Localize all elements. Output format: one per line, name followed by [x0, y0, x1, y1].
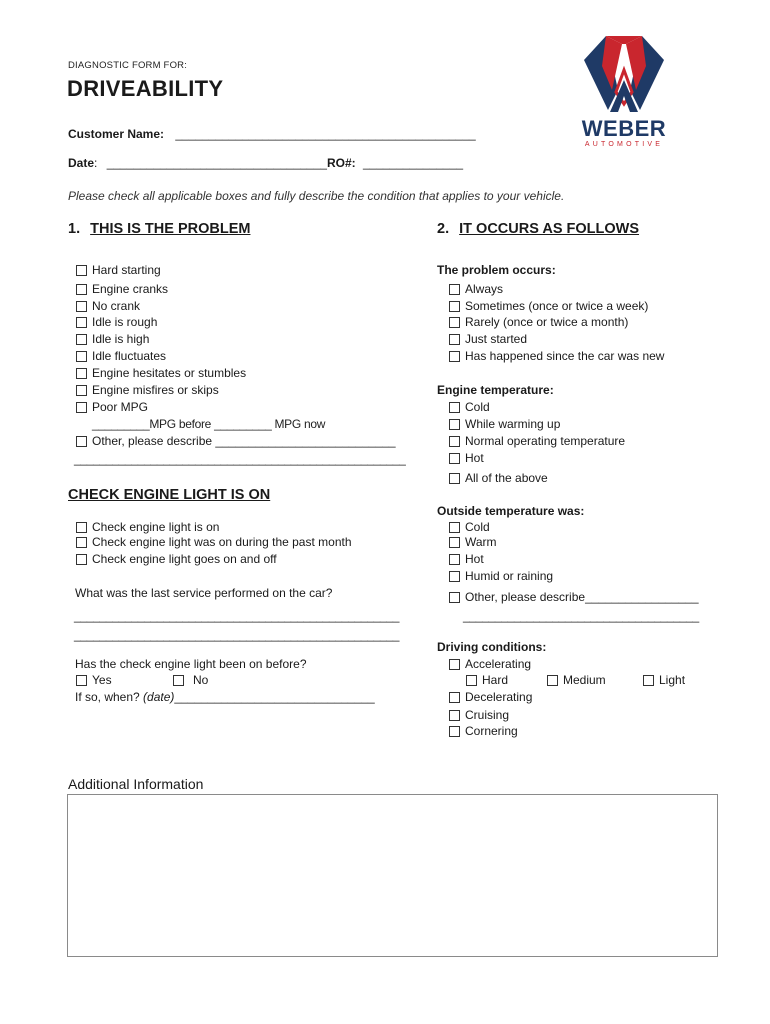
no-label: No [193, 673, 209, 687]
when-date-hint: (date) [143, 690, 175, 704]
occurs-item[interactable] [449, 349, 664, 363]
occurs-item[interactable] [449, 282, 503, 296]
occurs-item-label: Always [465, 282, 504, 296]
outside-temp-item[interactable] [449, 535, 497, 549]
problem-item[interactable] [76, 263, 161, 277]
section2-number: 2. [437, 221, 450, 237]
mpg-field[interactable]: _________MPG before _________ MPG now [92, 417, 326, 431]
checkbox[interactable] [449, 419, 460, 430]
checkbox[interactable] [449, 726, 460, 737]
problem-item[interactable] [76, 282, 168, 296]
problem-item-label: Hard starting [92, 263, 161, 277]
occurs-item[interactable] [449, 332, 527, 346]
problem-item[interactable] [76, 349, 166, 363]
outside-other-item[interactable] [449, 590, 699, 604]
occurs-item[interactable] [449, 315, 628, 329]
checkbox[interactable] [449, 710, 460, 721]
problem-item[interactable] [76, 400, 148, 414]
driving-item-label: Cruising [465, 708, 510, 722]
problem-item-label: Engine cranks [92, 282, 169, 296]
problem-other-item[interactable] [76, 434, 396, 448]
outside-temp-label: Humid or raining [465, 569, 554, 583]
date-ro-row [68, 156, 463, 170]
page-title: DRIVEABILITY [67, 76, 224, 101]
engine-temp-item[interactable] [449, 400, 490, 414]
when-field[interactable]: ______________________________ [174, 690, 375, 704]
problem-item-label: Poor MPG [92, 400, 149, 414]
accel-level-label: Light [659, 673, 686, 687]
date-colon: : [94, 156, 98, 170]
driving-heading: Driving conditions: [437, 640, 547, 654]
form-label: DIAGNOSTIC FORM FOR: [68, 60, 188, 71]
logo-name: WEBER [581, 116, 667, 141]
checkbox[interactable] [449, 351, 460, 362]
checkbox[interactable] [76, 265, 87, 276]
weber-automotive-logo [566, 30, 682, 150]
checkbox[interactable] [643, 675, 654, 686]
customer-name-row [68, 127, 476, 141]
ro-label: RO#: [326, 156, 356, 170]
accel-level-light[interactable] [643, 673, 685, 687]
logo-graphic [566, 30, 682, 150]
section1-number: 1. [68, 221, 81, 237]
light-before-question: Has the check engine light been on before? [75, 657, 307, 671]
engine-temp-label: While warming up [465, 417, 561, 431]
checkbox[interactable] [76, 334, 87, 345]
date-label: Date [68, 156, 95, 170]
driving-item-label: Cornering [465, 724, 518, 738]
checkbox[interactable] [76, 317, 87, 328]
accel-level-hard[interactable] [466, 673, 508, 687]
problem-other-label: Other, please describe ___________________________ [92, 434, 396, 448]
problem-item[interactable] [76, 332, 149, 346]
accel-level-label: Medium [563, 673, 606, 687]
additional-info-textarea[interactable] [67, 794, 718, 957]
checkbox[interactable] [76, 537, 87, 548]
checkbox[interactable] [76, 522, 87, 533]
problem-item-label: Engine misfires or skips [92, 383, 219, 397]
checkbox[interactable] [76, 351, 87, 362]
cel-item[interactable] [76, 552, 277, 566]
last-service-line-1[interactable]: ___________________________________________________ [74, 609, 400, 623]
last-service-line-2[interactable]: ___________________________________________________ [74, 628, 400, 642]
no-option[interactable] [173, 673, 208, 687]
checkbox[interactable] [449, 522, 460, 533]
accel-level-medium[interactable] [547, 673, 606, 687]
checkbox[interactable] [76, 402, 87, 413]
accel-level-label: Hard [482, 673, 509, 687]
check-engine-heading: CHECK ENGINE LIGHT IS ON [68, 487, 271, 503]
outside-temp-item[interactable] [449, 520, 490, 534]
section1-title: THIS IS THE PROBLEM [90, 221, 251, 237]
customer-name-label: Customer Name: [68, 127, 165, 141]
occurs-item-label: Just started [465, 332, 528, 346]
checkbox[interactable] [449, 402, 460, 413]
cel-item-label: Check engine light was on during the past month [92, 535, 352, 549]
section1-heading [68, 221, 250, 237]
engine-temp-label: Hot [465, 451, 484, 465]
checkbox[interactable] [449, 453, 460, 464]
checkbox[interactable] [449, 659, 460, 670]
section2-heading [437, 221, 639, 237]
occurs-item-label: Has happened since the car was new [465, 349, 665, 363]
outside-temp-heading: Outside temperature was: [437, 504, 585, 518]
section2-title: IT OCCURS AS FOLLOWS [459, 221, 640, 237]
cel-item[interactable] [76, 520, 219, 534]
when-label: If so, when? [75, 690, 144, 704]
problem-item-label: Engine hesitates or stumbles [92, 366, 247, 380]
checkbox[interactable] [76, 436, 87, 447]
checkbox[interactable] [76, 301, 87, 312]
problem-item[interactable] [76, 315, 157, 329]
checkbox[interactable] [76, 675, 87, 686]
problem-item-label: Idle fluctuates [92, 349, 167, 363]
engine-temp-heading: Engine temperature: [437, 383, 554, 397]
problem-item-label: Idle is high [92, 332, 150, 346]
outside-temp-label: Hot [465, 552, 484, 566]
driving-item[interactable] [449, 724, 518, 738]
occurs-item[interactable] [449, 299, 648, 313]
driving-item[interactable] [449, 708, 509, 722]
yes-option[interactable] [76, 673, 112, 687]
cel-item-label: Check engine light goes on and off [92, 552, 277, 566]
checkbox[interactable] [449, 301, 460, 312]
checkbox[interactable] [449, 571, 460, 582]
occurs-item-label: Sometimes (once or twice a week) [465, 299, 649, 313]
checkbox[interactable] [449, 284, 460, 295]
outside-other-line[interactable]: _____________________________________ [463, 609, 699, 623]
checkbox[interactable] [466, 675, 477, 686]
instructions: Please check all applicable boxes and fully describe the condition that applies to your vehicle. [68, 189, 565, 203]
checkbox[interactable] [173, 675, 184, 686]
outside-temp-item[interactable] [449, 569, 553, 583]
occurs-item-label: Rarely (once or twice a month) [465, 315, 629, 329]
checkbox[interactable] [76, 385, 87, 396]
logo-tagline: AUTOMOTIVE [584, 141, 664, 148]
engine-temp-item[interactable] [449, 417, 560, 431]
outside-temp-label: Warm [465, 535, 497, 549]
engine-temp-item[interactable] [449, 434, 625, 448]
yes-label: Yes [92, 673, 112, 687]
date-field[interactable]: _________________________________ [106, 156, 327, 170]
driving-item[interactable] [449, 690, 532, 704]
problem-item[interactable] [76, 366, 246, 380]
checkbox[interactable] [76, 284, 87, 295]
problem-item[interactable] [76, 299, 140, 313]
outside-temp-label: Cold [465, 520, 490, 534]
engine-temp-item[interactable] [449, 451, 484, 465]
driving-item-label: Decelerating [465, 690, 533, 704]
problem-item-label: No crank [92, 299, 141, 313]
checkbox[interactable] [449, 334, 460, 345]
checkbox[interactable] [547, 675, 558, 686]
additional-info-label: Additional Information [68, 776, 204, 792]
checkbox[interactable] [449, 692, 460, 703]
problem-other-line[interactable]: ____________________________________________________ [74, 452, 406, 466]
outside-temp-item[interactable] [449, 552, 484, 566]
outside-other-label: Other, please describe_________________ [465, 590, 699, 604]
problem-item[interactable] [76, 383, 219, 397]
cel-item[interactable] [76, 535, 352, 549]
engine-temp-all[interactable] [449, 471, 548, 485]
ro-field[interactable]: _______________ [362, 156, 464, 170]
when-row [75, 690, 375, 704]
driving-accelerating[interactable] [449, 657, 531, 671]
cel-item-label: Check engine light is on [92, 520, 220, 534]
checkbox[interactable] [76, 554, 87, 565]
engine-temp-all-label: All of the above [465, 471, 548, 485]
checkbox[interactable] [449, 554, 460, 565]
occurs-heading: The problem occurs: [437, 263, 556, 277]
checkbox[interactable] [449, 436, 460, 447]
checkbox[interactable] [449, 592, 460, 603]
driving-accelerating-label: Accelerating [465, 657, 532, 671]
engine-temp-label: Normal operating temperature [465, 434, 626, 448]
checkbox[interactable] [449, 473, 460, 484]
last-service-question: What was the last service performed on the car? [75, 586, 333, 600]
problem-item-label: Idle is rough [92, 315, 158, 329]
customer-name-field[interactable]: _____________________________________________ [175, 127, 476, 141]
checkbox[interactable] [449, 537, 460, 548]
engine-temp-label: Cold [465, 400, 490, 414]
checkbox[interactable] [449, 317, 460, 328]
checkbox[interactable] [76, 368, 87, 379]
